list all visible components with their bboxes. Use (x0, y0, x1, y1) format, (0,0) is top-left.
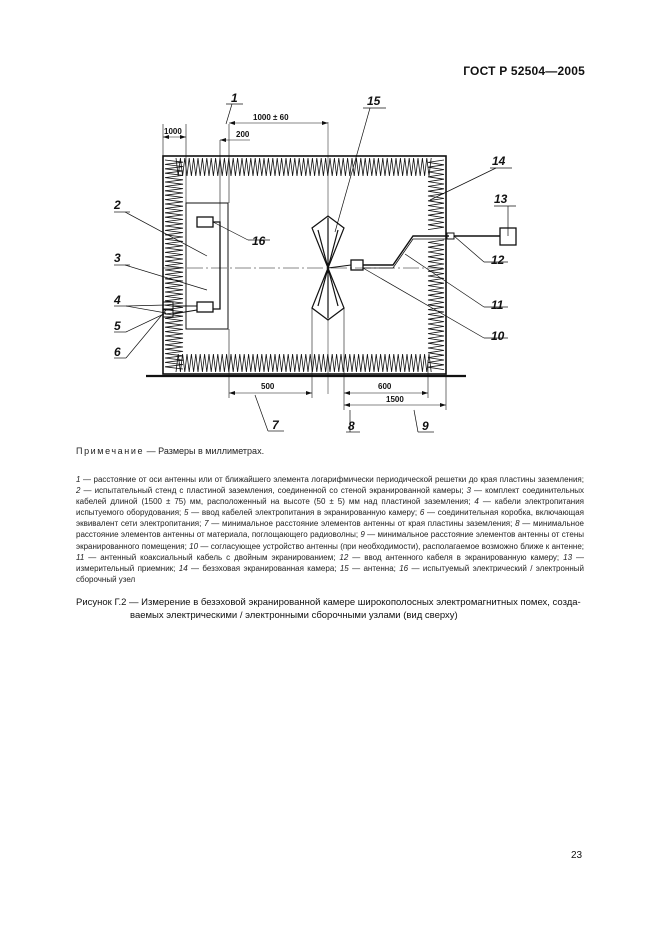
caption-line-1: Рисунок Г.2 — Измерение в безэховой экранированной камере широкополосных электромагнитных помех, созда- (76, 597, 581, 608)
dim-1500: 1500 (386, 395, 404, 404)
measurement-diagram (0, 0, 661, 440)
callout-2: 2 (114, 198, 121, 212)
absorber-right-lower (428, 240, 444, 370)
absorber-top (176, 158, 431, 176)
note-text: — Размеры в миллиметрах. (146, 446, 265, 456)
test-stand (186, 203, 228, 329)
legend-num-13: 13 (563, 552, 573, 562)
callout-1: 1 (231, 91, 238, 105)
callout-14: 14 (492, 154, 506, 168)
legend-num-7: 7 (204, 519, 209, 529)
legend-text-14: — безэховая экранированная камера; (187, 563, 340, 573)
legend-text-8: — минимальное расстояние элементов антенны от материала, поглощающего радиоволны; (76, 519, 584, 540)
callout-16-eut: 16 (252, 234, 266, 248)
dim-1000: 1000 (164, 127, 182, 136)
figure-caption (76, 596, 584, 622)
chamber-outline (163, 156, 446, 374)
legend-text-7: — минимальное расстояние элементов антенны от края пластины заземления; (208, 519, 516, 529)
legend-text-11: — антенный коаксиальный кабель с двойным экранированием; (84, 552, 340, 562)
legend-num-12: 12 (339, 552, 349, 562)
legend-num-9: 9 (360, 530, 365, 540)
legend-num-5: 5 (184, 508, 189, 518)
note-prefix: Примечание (76, 446, 145, 456)
callout-7: 7 (272, 418, 279, 432)
cable-bundle (213, 222, 220, 309)
legend-num-10: 10 (189, 541, 199, 551)
legend-text-10: — согласующее устройство антенны (при необходимости), располагаемое возможно ближе к антенне; (198, 541, 584, 551)
callout-3: 3 (114, 251, 121, 265)
callout-4: 4 (114, 293, 121, 307)
caption-line-2: ваемых электрическими / электронными сборочными узлами (вид сверху) (130, 610, 458, 621)
legend-text-6: — соединительная коробка, включающая эквивалент сети электропитания; (76, 508, 584, 529)
note (76, 446, 264, 456)
legend-num-4: 4 (474, 497, 479, 507)
callout-9: 9 (422, 419, 429, 433)
legend-text-13: — измерительный приемник; (76, 552, 584, 573)
callout-13: 13 (494, 192, 508, 206)
callout-15: 15 (367, 94, 381, 108)
eut-box-upper (197, 217, 213, 227)
callout-12: 12 (491, 253, 505, 267)
callout-10: 10 (491, 329, 505, 343)
absorber-right (428, 160, 444, 230)
legend-text-1: — расстояние от оси антенны или от ближайшего элемента логарифмически периодической решетки до края пластины заземления; (80, 475, 584, 484)
callout-11: 11 (491, 298, 504, 312)
callout-8: 8 (348, 419, 355, 433)
legend-text-9: — минимальное расстояние элементов антенны от стены экранированного помещения; (76, 530, 585, 551)
eut-box-lower (197, 302, 213, 312)
legend-text-5: — ввод кабелей электропитания в экранированную камеру; (188, 508, 420, 518)
matching-device (351, 260, 363, 270)
figure-legend (76, 474, 584, 585)
legend-num-8: 8 (515, 519, 520, 529)
absorber-left (165, 160, 183, 369)
legend-text-4: — кабели электропитания испытуемого оборудования; (76, 497, 584, 518)
legend-num-16: 16 (399, 563, 409, 573)
dim-500: 500 (261, 382, 275, 391)
page-number: 23 (571, 850, 583, 861)
legend-text-2: — испытательный стенд с пластиной заземления, соединенной со стеной экранированной камеры; (80, 486, 467, 496)
legend-num-1: 1 (76, 475, 81, 484)
callout-5: 5 (114, 319, 121, 333)
legend-num-6: 6 (419, 508, 425, 518)
legend-num-2: 2 (76, 486, 81, 496)
legend-text-16: — испытуемый электрический / электронный сборочный узел (76, 563, 584, 584)
standard-header: ГОСТ Р 52504—2005 (463, 64, 585, 78)
legend-text-12: — ввод антенного кабеля в экранированную камеру; (348, 552, 564, 562)
legend-num-14: 14 (178, 563, 188, 573)
dim-200: 200 (236, 130, 250, 139)
dim-1000-60: 1000 ± 60 (253, 113, 289, 122)
absorber-bottom (176, 354, 431, 372)
dim-600: 600 (378, 382, 392, 391)
legend-num-15: 15 (339, 563, 349, 573)
legend-text-3: — комплект соединительных кабелей длиной (1500 ± 75) мм, расположенный на высоте (50 ± 5) мм над пластиной заземления; (76, 486, 584, 507)
legend-num-3: 3 (466, 486, 471, 496)
legend-text-15: — антенна; (348, 563, 400, 573)
callout-6: 6 (114, 345, 121, 359)
legend-num-11: 11 (76, 552, 85, 562)
